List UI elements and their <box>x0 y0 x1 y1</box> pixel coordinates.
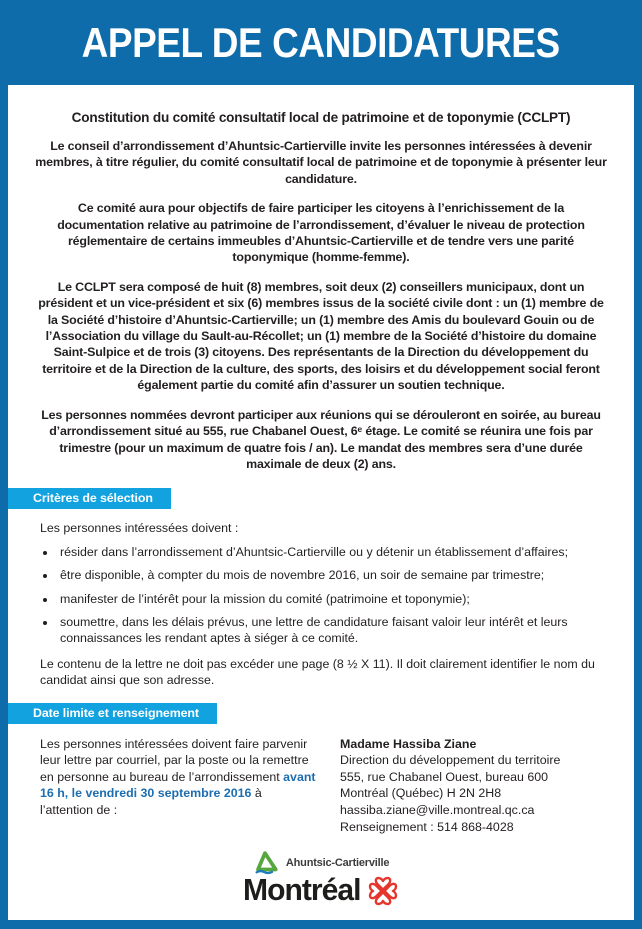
document-heading: Constitution du comité consultatif local de patrimoine et de toponymie (CCLPT) <box>71 110 571 125</box>
contact-line: Direction du développement du territoire <box>340 753 561 768</box>
submission-text: Les personnes intéressées doivent faire parvenir leur lettre par courriel, par la poste ou la remettre en personne au bureau de l’arrondissement <box>40 736 309 784</box>
criteria-intro: Les personnes intéressées doivent : <box>40 521 239 536</box>
wordmark-row <box>243 872 399 908</box>
criteria-item: • manifester de l’intérêt pour la mission du comité (patrimoine et toponymie); <box>57 591 608 607</box>
borough-name: Ahuntsic-Cartierville <box>285 856 390 869</box>
contact-phone: Renseignement : 514 868-4028 <box>340 819 514 834</box>
notice-sheet <box>8 85 634 920</box>
criteria-section-label: Critères de sélection <box>8 488 171 509</box>
submission-text-after: à l’attention de : <box>40 786 262 817</box>
deadline-section-label: Date limite et renseignement <box>8 703 217 724</box>
deadline-date-highlight: avant 16 h, le vendredi 30 septembre 2016 <box>40 769 316 801</box>
contact-line: 555, rue Chabanel Ouest, bureau 600 <box>340 769 549 784</box>
montreal-logo-lockup <box>243 850 399 908</box>
criteria-item: • soumettre, dans les délais prévus, une lettre de candidature faisant valoir leur intérêt et leurs connaissances les rendant aptes à siéger à ce comité. <box>57 614 608 647</box>
intro-paragraph-1: Le conseil d’arrondissement d’Ahuntsic-Cartierville invite les personnes intéressées à devenir membres, à titre régulier, du comité consultatif local de patrimoine et de toponymie à présenter leur candidature. <box>35 139 607 186</box>
criteria-list <box>8 544 608 647</box>
contact-email: hassiba.ziane@ville.montreal.qc.ca <box>340 802 535 817</box>
page-title: APPEL DE CANDIDATURES <box>81 18 561 66</box>
contact-line: Montréal (Québec) H 2N 2H8 <box>340 786 502 801</box>
intro-paragraph-4: Les personnes nommées devront participer aux réunions qui se dérouleront en soirée, au bureau d’arrondissement situé au 555, rue Chabanel Ouest, 6ᵉ étage. Le comité se réunira une fois par trimestre (pour un maximum de quatre fois / an). Le mandat des membres sera d’une durée maximale de deux (2) ans. <box>41 407 601 471</box>
criteria-section <box>8 488 634 509</box>
contact-name: Madame Hassiba Ziane <box>340 736 477 751</box>
footer-logo-area <box>8 850 634 908</box>
page-header <box>0 0 642 85</box>
criteria-item: • être disponible, à compter du mois de novembre 2016, un soir de semaine par trimestre; <box>57 567 608 583</box>
letter-format-note: Le contenu de la lettre ne doit pas excéder une page (8 ½ X 11). Il doit clairement identifier le nom du candidat ainsi que son adresse. <box>40 656 595 688</box>
intro-paragraph-2: Ce comité aura pour objectifs de faire participer les citoyens à l’enrichissement de la documentation relative au patrimoine de l’arrondissement, d’évaluer le niveau de protection réglementaire de certains immeubles d’Ahuntsic-Cartierville et de tendre vers une parité toponymique (homme-femme). <box>57 201 585 265</box>
contact-block <box>340 736 560 836</box>
criteria-item: • résider dans l’arrondissement d’Ahuntsic-Cartierville ou y détenir un établissement d’affaires; <box>57 544 608 560</box>
deadline-columns <box>40 736 608 836</box>
deadline-section <box>8 703 634 724</box>
intro-paragraph-3: Le CCLPT sera composé de huit (8) membres, soit deux (2) conseillers municipaux, dont un président et un vice-président et six (6) membres issus de la société civile dont : un (1) membre de la Société d’histoire d’Ahuntsic-Cartierville; un (1) membre des Amis du boulevard Gouin ou de l’Association du village du Sault-au-Récollet; un (1) membre de la Société d’histoire du domaine Saint-Sulpice et de trois (3) citoyens. Des représentants de la Direction du développement du territoire et de la Direction de la culture, des sports, des loisirs et du développement social feront également partie du comité afin d’assurer un soutien technique. <box>38 279 604 393</box>
montreal-rosette-icon <box>367 875 399 907</box>
montreal-wordmark: Montréal <box>242 872 361 907</box>
submission-instructions <box>40 736 316 836</box>
